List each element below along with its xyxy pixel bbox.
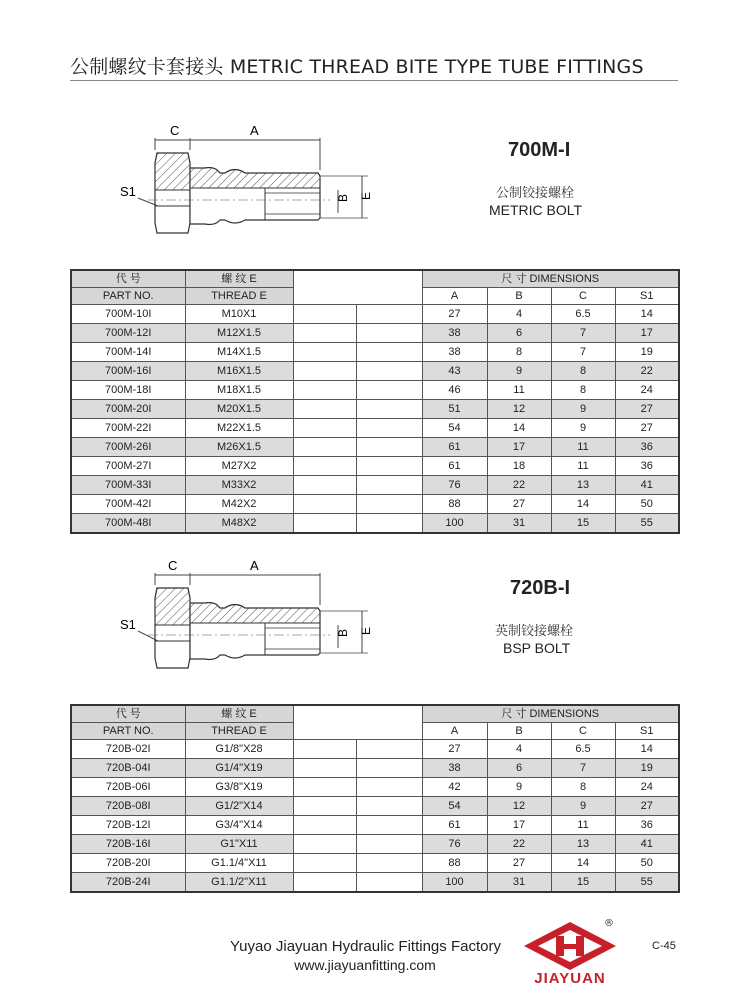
cell-blank [293, 778, 356, 797]
cell-blank [293, 873, 356, 893]
cell-dim-s1: 27 [615, 400, 679, 419]
cell-dim-a: 61 [422, 457, 487, 476]
dims-title-en: DIMENSIONS [529, 708, 600, 720]
table-row [71, 854, 679, 873]
cell-thread: M42X2 [185, 495, 293, 514]
cell-dim-c: 6.5 [551, 740, 615, 759]
cell-dim-c: 13 [551, 835, 615, 854]
cell-dim-a: 76 [422, 835, 487, 854]
cell-part-no: 700M-22I [71, 419, 185, 438]
cell-blank [356, 873, 422, 893]
header-code-en: PART NO. [71, 288, 185, 305]
table-row [71, 759, 679, 778]
cell-dim-s1: 22 [615, 362, 679, 381]
cell-dim-s1: 41 [615, 476, 679, 495]
cell-dim-a: 42 [422, 778, 487, 797]
cell-part-no: 720B-02I [71, 740, 185, 759]
dims-title-cn: 尺 寸 [501, 708, 527, 720]
header-dimensions [422, 270, 679, 288]
cell-blank [293, 514, 356, 534]
cell-dim-c: 11 [551, 816, 615, 835]
cell-dim-b: 12 [487, 400, 551, 419]
cell-dim-c: 14 [551, 854, 615, 873]
cell-dim-s1: 27 [615, 419, 679, 438]
cell-dim-c: 7 [551, 324, 615, 343]
cell-blank [293, 854, 356, 873]
cell-dim-s1: 19 [615, 759, 679, 778]
cell-blank [293, 495, 356, 514]
cell-blank [356, 495, 422, 514]
cell-dim-a: 88 [422, 854, 487, 873]
company-url[interactable]: www.jiayuanfitting.com [294, 957, 436, 973]
cell-part-no: 700M-33I [71, 476, 185, 495]
cell-blank [293, 457, 356, 476]
dim-a-label: A [250, 558, 259, 573]
cell-dim-b: 6 [487, 324, 551, 343]
cell-dim-b: 4 [487, 305, 551, 324]
table-row [71, 835, 679, 854]
cell-dim-b: 9 [487, 362, 551, 381]
cell-blank [356, 324, 422, 343]
cell-dim-s1: 27 [615, 797, 679, 816]
cell-dim-b: 27 [487, 854, 551, 873]
dim-b-label: B [336, 193, 350, 202]
header-code-en: PART NO. [71, 723, 185, 740]
product-name-cn: 公制铰接螺栓 [496, 186, 575, 201]
dim-a-label: A [250, 123, 259, 138]
cell-blank [293, 476, 356, 495]
cell-dim-b: 27 [487, 495, 551, 514]
cell-dim-b: 22 [487, 835, 551, 854]
header-thread-en: THREAD E [185, 723, 293, 740]
header-dimensions [422, 705, 679, 723]
cell-dim-b: 9 [487, 778, 551, 797]
cell-dim-b: 4 [487, 740, 551, 759]
table-body [71, 305, 679, 534]
dim-s1-label: S1 [120, 184, 136, 199]
dim-e-label: E [359, 626, 373, 635]
cell-dim-a: 38 [422, 324, 487, 343]
cell-blank [356, 854, 422, 873]
cell-blank [293, 381, 356, 400]
cell-dim-s1: 14 [615, 740, 679, 759]
cell-dim-b: 31 [487, 514, 551, 534]
cell-part-no: 700M-20I [71, 400, 185, 419]
dim-c-label: C [170, 123, 180, 138]
cell-dim-b: 12 [487, 797, 551, 816]
dim-c-label: C [168, 558, 178, 573]
cell-thread: G1.1/4"X11 [185, 854, 293, 873]
cell-dim-c: 15 [551, 873, 615, 893]
cell-part-no: 720B-24I [71, 873, 185, 893]
cell-dim-c: 7 [551, 343, 615, 362]
cell-dim-c: 8 [551, 778, 615, 797]
table-row [71, 476, 679, 495]
cell-blank [293, 438, 356, 457]
product-code: 720B-I [510, 577, 571, 599]
header-dim-c: C [551, 723, 615, 740]
spec-table-700m [70, 269, 680, 534]
cell-dim-s1: 24 [615, 381, 679, 400]
cell-part-no: 720B-08I [71, 797, 185, 816]
cell-part-no: 700M-12I [71, 324, 185, 343]
table-row [71, 362, 679, 381]
cell-dim-c: 11 [551, 438, 615, 457]
cell-dim-s1: 36 [615, 816, 679, 835]
cell-blank [293, 419, 356, 438]
cell-dim-c: 8 [551, 362, 615, 381]
cell-dim-c: 7 [551, 759, 615, 778]
cell-dim-b: 17 [487, 438, 551, 457]
cell-dim-b: 14 [487, 419, 551, 438]
cell-dim-a: 51 [422, 400, 487, 419]
product-name-en: BSP BOLT [503, 640, 571, 656]
cell-dim-a: 100 [422, 873, 487, 893]
header-thread-cn: 螺 纹 E [185, 705, 293, 723]
cell-thread: M10X1 [185, 305, 293, 324]
cell-dim-a: 100 [422, 514, 487, 534]
cell-blank [356, 305, 422, 324]
cell-blank [356, 514, 422, 534]
cell-dim-s1: 55 [615, 514, 679, 534]
header-thread-en: THREAD E [185, 288, 293, 305]
cell-thread: G1/2"X14 [185, 797, 293, 816]
cell-part-no: 720B-04I [71, 759, 185, 778]
header-dim-c: C [551, 288, 615, 305]
header-dim-s1: S1 [615, 288, 679, 305]
cell-dim-b: 11 [487, 381, 551, 400]
cell-part-no: 720B-12I [71, 816, 185, 835]
product-name-en: METRIC BOLT [489, 202, 583, 218]
cell-blank [293, 816, 356, 835]
cell-blank [356, 740, 422, 759]
cell-dim-s1: 50 [615, 854, 679, 873]
table-row [71, 495, 679, 514]
cell-dim-c: 11 [551, 457, 615, 476]
cell-blank [293, 759, 356, 778]
table-row [71, 381, 679, 400]
cell-thread: M33X2 [185, 476, 293, 495]
cell-blank [356, 400, 422, 419]
footer [230, 938, 500, 973]
cell-dim-c: 14 [551, 495, 615, 514]
cell-part-no: 700M-48I [71, 514, 185, 534]
product-code: 700M-I [508, 139, 571, 161]
cell-blank [356, 816, 422, 835]
cell-dim-s1: 19 [615, 343, 679, 362]
cell-dim-a: 54 [422, 797, 487, 816]
cell-dim-b: 6 [487, 759, 551, 778]
cell-dim-a: 27 [422, 740, 487, 759]
cell-thread: G1"X11 [185, 835, 293, 854]
cell-thread: G3/4"X14 [185, 816, 293, 835]
cell-part-no: 700M-18I [71, 381, 185, 400]
cell-blank [293, 324, 356, 343]
cell-dim-a: 76 [422, 476, 487, 495]
bolt-drawing-700m [100, 118, 400, 268]
cell-blank [356, 797, 422, 816]
header-dim-b: B [487, 288, 551, 305]
brand-name: JIAYUAN [534, 970, 606, 987]
bolt-drawing-svg [100, 553, 400, 703]
cell-dim-b: 31 [487, 873, 551, 893]
cell-blank [293, 343, 356, 362]
header-blank [293, 705, 422, 740]
cell-dim-s1: 36 [615, 457, 679, 476]
cell-dim-b: 8 [487, 343, 551, 362]
cell-part-no: 700M-27I [71, 457, 185, 476]
cell-blank [356, 438, 422, 457]
dim-e-label: E [359, 191, 373, 200]
cell-thread: M22X1.5 [185, 419, 293, 438]
cell-dim-a: 27 [422, 305, 487, 324]
cell-blank [293, 400, 356, 419]
cell-part-no: 700M-14I [71, 343, 185, 362]
cell-blank [293, 362, 356, 381]
cell-blank [293, 305, 356, 324]
cell-thread: M20X1.5 [185, 400, 293, 419]
cell-dim-s1: 55 [615, 873, 679, 893]
cell-dim-c: 9 [551, 400, 615, 419]
cell-dim-s1: 24 [615, 778, 679, 797]
cell-dim-a: 38 [422, 759, 487, 778]
cell-thread: G1.1/2"X11 [185, 873, 293, 893]
header-dim-a: A [422, 723, 487, 740]
cell-dim-s1: 41 [615, 835, 679, 854]
header-dim-b: B [487, 723, 551, 740]
cell-dim-a: 46 [422, 381, 487, 400]
cell-part-no: 700M-16I [71, 362, 185, 381]
table-row [71, 514, 679, 534]
title-divider [70, 80, 678, 81]
cell-thread: M12X1.5 [185, 324, 293, 343]
cell-blank [356, 778, 422, 797]
table-row [71, 324, 679, 343]
cell-part-no: 700M-26I [71, 438, 185, 457]
header-thread-cn: 螺 纹 E [185, 270, 293, 288]
company-name: Yuyao Jiayuan Hydraulic Fittings Factory [230, 938, 501, 955]
cell-dim-b: 17 [487, 816, 551, 835]
cell-dim-a: 54 [422, 419, 487, 438]
table-row [71, 400, 679, 419]
cell-dim-s1: 17 [615, 324, 679, 343]
cell-dim-a: 61 [422, 816, 487, 835]
table-row [71, 816, 679, 835]
cell-part-no: 700M-42I [71, 495, 185, 514]
cell-dim-a: 43 [422, 362, 487, 381]
cell-part-no: 720B-20I [71, 854, 185, 873]
cell-part-no: 700M-10I [71, 305, 185, 324]
table-row [71, 343, 679, 362]
page-number: C-45 [652, 940, 676, 952]
cell-dim-s1: 50 [615, 495, 679, 514]
header-code-cn: 代 号 [71, 270, 185, 288]
cell-thread: M27X2 [185, 457, 293, 476]
cell-dim-a: 88 [422, 495, 487, 514]
cell-blank [356, 835, 422, 854]
spec-table-720b [70, 704, 680, 893]
cell-blank [356, 381, 422, 400]
cell-blank [356, 362, 422, 381]
cell-part-no: 720B-16I [71, 835, 185, 854]
header-blank [293, 270, 422, 305]
header-dim-s1: S1 [615, 723, 679, 740]
cell-dim-c: 6.5 [551, 305, 615, 324]
dim-s1-label: S1 [120, 617, 136, 632]
header-code-cn: 代 号 [71, 705, 185, 723]
table-row [71, 740, 679, 759]
cell-thread: G3/8"X19 [185, 778, 293, 797]
cell-dim-s1: 14 [615, 305, 679, 324]
table-row [71, 778, 679, 797]
dim-b-label: B [336, 628, 350, 637]
bolt-drawing-svg [100, 118, 400, 268]
cell-dim-c: 13 [551, 476, 615, 495]
cell-thread: M26X1.5 [185, 438, 293, 457]
cell-dim-b: 18 [487, 457, 551, 476]
product-name-cn: 英制铰接螺栓 [495, 624, 574, 639]
table-row [71, 419, 679, 438]
page-title: 公制螺纹卡套接头 METRIC THREAD BITE TYPE TUBE FITTINGS [70, 56, 644, 78]
registered-mark: ® [604, 918, 614, 929]
cell-dim-c: 15 [551, 514, 615, 534]
cell-thread: G1/8"X28 [185, 740, 293, 759]
cell-dim-a: 38 [422, 343, 487, 362]
cell-dim-c: 9 [551, 419, 615, 438]
cell-thread: G1/4"X19 [185, 759, 293, 778]
table-row [71, 305, 679, 324]
cell-blank [356, 419, 422, 438]
cell-thread: M14X1.5 [185, 343, 293, 362]
bolt-drawing-720b [100, 553, 400, 703]
cell-blank [293, 740, 356, 759]
cell-dim-s1: 36 [615, 438, 679, 457]
cell-thread: M18X1.5 [185, 381, 293, 400]
cell-blank [293, 797, 356, 816]
table-body [71, 740, 679, 893]
cell-thread: M48X2 [185, 514, 293, 534]
cell-part-no: 720B-06I [71, 778, 185, 797]
cell-blank [356, 759, 422, 778]
cell-blank [356, 457, 422, 476]
cell-dim-c: 9 [551, 797, 615, 816]
cell-dim-c: 8 [551, 381, 615, 400]
cell-blank [356, 476, 422, 495]
table-row [71, 797, 679, 816]
table-row [71, 873, 679, 893]
cell-dim-b: 22 [487, 476, 551, 495]
header-dim-a: A [422, 288, 487, 305]
cell-dim-a: 61 [422, 438, 487, 457]
dims-title-cn: 尺 寸 [501, 273, 527, 285]
cell-blank [293, 835, 356, 854]
cell-thread: M16X1.5 [185, 362, 293, 381]
table-row [71, 438, 679, 457]
dims-title-en: DIMENSIONS [529, 273, 600, 285]
cell-blank [356, 343, 422, 362]
table-row [71, 457, 679, 476]
